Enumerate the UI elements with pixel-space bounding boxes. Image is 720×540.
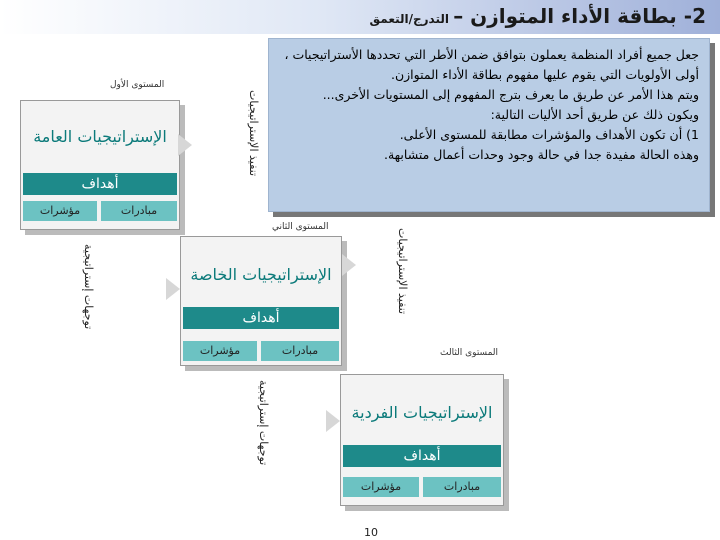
direction-label-1: توجهات إستراتيجية <box>82 244 95 330</box>
level-3-initiatives: مبادرات <box>423 477 501 497</box>
page-number: 10 <box>364 526 378 539</box>
slide-title <box>369 4 706 28</box>
level-2-label: المستوى الثاني <box>272 222 329 232</box>
level-2-goals: أهداف <box>183 307 339 329</box>
level-1-goals: أهداف <box>23 173 177 195</box>
level-3-indicators: مؤشرات <box>343 477 419 497</box>
level-1-label: المستوى الأول <box>110 80 165 90</box>
arrow-right-4 <box>326 410 340 432</box>
title-sub: التدرج/التعمق <box>369 12 454 26</box>
level-3-strategy: الإستراتيجيات الفردية <box>351 403 493 422</box>
arrow-right-1 <box>178 134 192 156</box>
level-1-box <box>20 100 180 230</box>
level-1-indicators: مؤشرات <box>23 201 97 221</box>
arrow-right-2 <box>166 278 180 300</box>
intro-line: وهذه الحالة مفيدة جدا في حالة وجود وحدات أعمال متشابهة. <box>383 147 699 162</box>
intro-line: ويتم هذا الأمر عن طريق ما يعرف بترج المفهوم إلى المستويات الأخرى... <box>322 87 699 102</box>
level-3-goals: أهداف <box>343 445 501 467</box>
intro-line: ويكون ذلك عن طريق أحد الأليات التالية: <box>490 107 699 122</box>
implement-label-2: تنفيذ الإستراتيجيات <box>396 228 409 315</box>
level-2-indicators: مؤشرات <box>183 341 257 361</box>
level-2-initiatives: مبادرات <box>261 341 339 361</box>
level-2-strategy: الإستراتيجيات الخاصة <box>190 265 332 284</box>
level-1-initiatives: مبادرات <box>101 201 177 221</box>
level-3-label: المستوى الثالث <box>440 348 499 358</box>
arrow-right-3 <box>342 254 356 276</box>
direction-label-2: توجهات إستراتيجية <box>257 380 270 466</box>
title-main: 2- بطاقة الأداء المتوازن – <box>453 4 706 28</box>
title-bar <box>0 0 720 34</box>
intro-line: أولى الأولويات التي يقوم عليها مفهوم بطاقة الأداء المتوازن. <box>390 67 699 82</box>
level-1-strategy: الإستراتيجيات العامة <box>33 127 167 146</box>
level-3-box <box>340 374 504 506</box>
intro-textbox <box>268 38 710 212</box>
intro-line: جعل جميع أفراد المنظمة يعملون بتوافق ضمن الأطر التي تحددها الأستراتيجيات ، <box>284 47 699 62</box>
implement-label-1: تنفيذ الإستراتيجيات <box>247 90 260 177</box>
level-2-box <box>180 236 342 366</box>
intro-line: 1) أن تكون الأهداف والمؤشرات مطابقة للمستوى الأعلى. <box>399 127 699 142</box>
